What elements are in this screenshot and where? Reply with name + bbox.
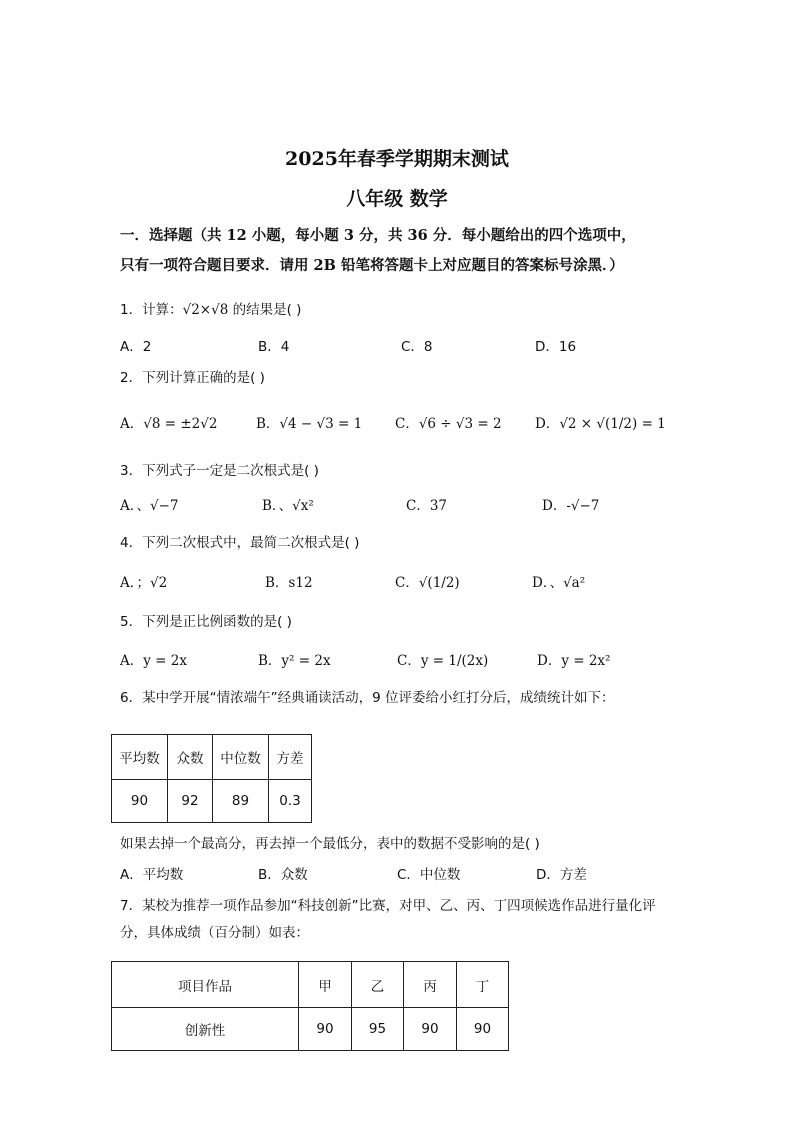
question-7-line1: 7．某校为推荐一项作品参加“科技创新”比赛，对甲、乙、丙、丁四项候选作品进行量化评 (120, 898, 656, 914)
q7-cell-yi: 95 (352, 1008, 404, 1051)
q1-option-a[interactable]: A．2 (120, 339, 152, 355)
q6-stats-table (111, 734, 312, 823)
question-2: 2．下列计算正确的是( ) (120, 370, 265, 386)
q6-header-variance: 方差 (269, 735, 312, 780)
q6-value-mean: 90 (112, 780, 168, 823)
question-1 (120, 298, 301, 318)
q3-option-b[interactable]: B．、√x² (262, 498, 314, 514)
question-1-expression: √2×√8 (182, 302, 229, 318)
q7-header-yi: 乙 (352, 962, 404, 1008)
q7-cell-jia: 90 (299, 1008, 352, 1051)
q7-header-bing: 丙 (404, 962, 457, 1008)
q6-option-a[interactable]: A．平均数 (120, 867, 184, 883)
q5-option-d[interactable]: D．y = 2x² (537, 653, 611, 669)
q4-option-d[interactable]: D．、√a² (532, 575, 586, 591)
q6-value-variance: 0.3 (269, 780, 312, 823)
question-6: 6．某中学开展“情浓端午”经典诵读活动，9 位评委给小红打分后，成绩统计如下： (120, 690, 615, 706)
q7-header-ding: 丁 (457, 962, 509, 1008)
q7-header-project: 项目作品 (112, 962, 299, 1008)
q6-value-median: 89 (213, 780, 269, 823)
q6-option-c[interactable]: C．中位数 (397, 867, 461, 883)
q5-option-a[interactable]: A．y = 2x (120, 653, 187, 669)
q2-option-a[interactable]: A．√8 = ±2√2 (120, 416, 218, 432)
q3-option-d[interactable]: D．-√−7 (542, 498, 600, 514)
question-1-prefix: 1．计算： (120, 302, 183, 318)
q5-option-c[interactable]: C．y = 1/(2x) (397, 653, 489, 669)
question-1-suffix: 的结果是( ) (228, 302, 302, 318)
q4-option-c[interactable]: C．√(1/2) (395, 575, 460, 591)
q2-option-d[interactable]: D．√2 × √(1/2) = 1 (535, 416, 666, 432)
q7-cell-ding: 90 (457, 1008, 509, 1051)
q6-value-mode: 92 (168, 780, 213, 823)
q3-option-a[interactable]: A．、√−7 (120, 498, 179, 514)
page-subtitle: 八年级 数学 (346, 188, 448, 210)
q6-header-mean: 平均数 (112, 735, 168, 780)
question-6-followup: 如果去掉一个最高分，再去掉一个最低分，表中的数据不受影响的是( ) (120, 836, 540, 852)
q7-cell-bing: 90 (404, 1008, 457, 1051)
question-4: 4．下列二次根式中，最简二次根式是( ) (120, 535, 360, 551)
q6-option-d[interactable]: D．方差 (536, 867, 587, 883)
q1-option-d[interactable]: D．16 (535, 339, 577, 355)
q6-header-mode: 众数 (168, 735, 213, 780)
question-5: 5．下列是正比例函数的是( ) (120, 614, 292, 630)
q4-option-b[interactable]: B．s12 (265, 575, 313, 591)
question-7-line2: 分，具体成绩（百分制）如表： (120, 925, 309, 941)
q2-option-b[interactable]: B．√4 − √3 = 1 (256, 416, 363, 432)
page-title: 2025年春季学期期末测试 (285, 148, 509, 170)
q7-row-label: 创新性 (112, 1008, 299, 1051)
q1-option-b[interactable]: B．4 (258, 339, 290, 355)
q6-option-b[interactable]: B．众数 (258, 867, 308, 883)
section-heading-line1: 一．选择题（共 12 小题，每小题 3 分，共 36 分．每小题给出的四个选项中， (120, 227, 636, 244)
section-heading-line2: 只有一项符合题目要求．请用 2B 铅笔将答题卡上对应题目的答案标号涂黑．） (120, 257, 624, 274)
q7-header-jia: 甲 (299, 962, 352, 1008)
q1-option-c[interactable]: C．8 (401, 339, 433, 355)
q3-option-c[interactable]: C．37 (406, 498, 448, 514)
q5-option-b[interactable]: B．y² = 2x (258, 653, 331, 669)
q7-score-table (111, 961, 509, 1051)
q2-option-c[interactable]: C．√6 ÷ √3 = 2 (395, 416, 502, 432)
question-3: 3．下列式子一定是二次根式是( ) (120, 463, 319, 479)
q4-option-a[interactable]: A．；√2 (120, 575, 168, 591)
q6-header-median: 中位数 (213, 735, 269, 780)
